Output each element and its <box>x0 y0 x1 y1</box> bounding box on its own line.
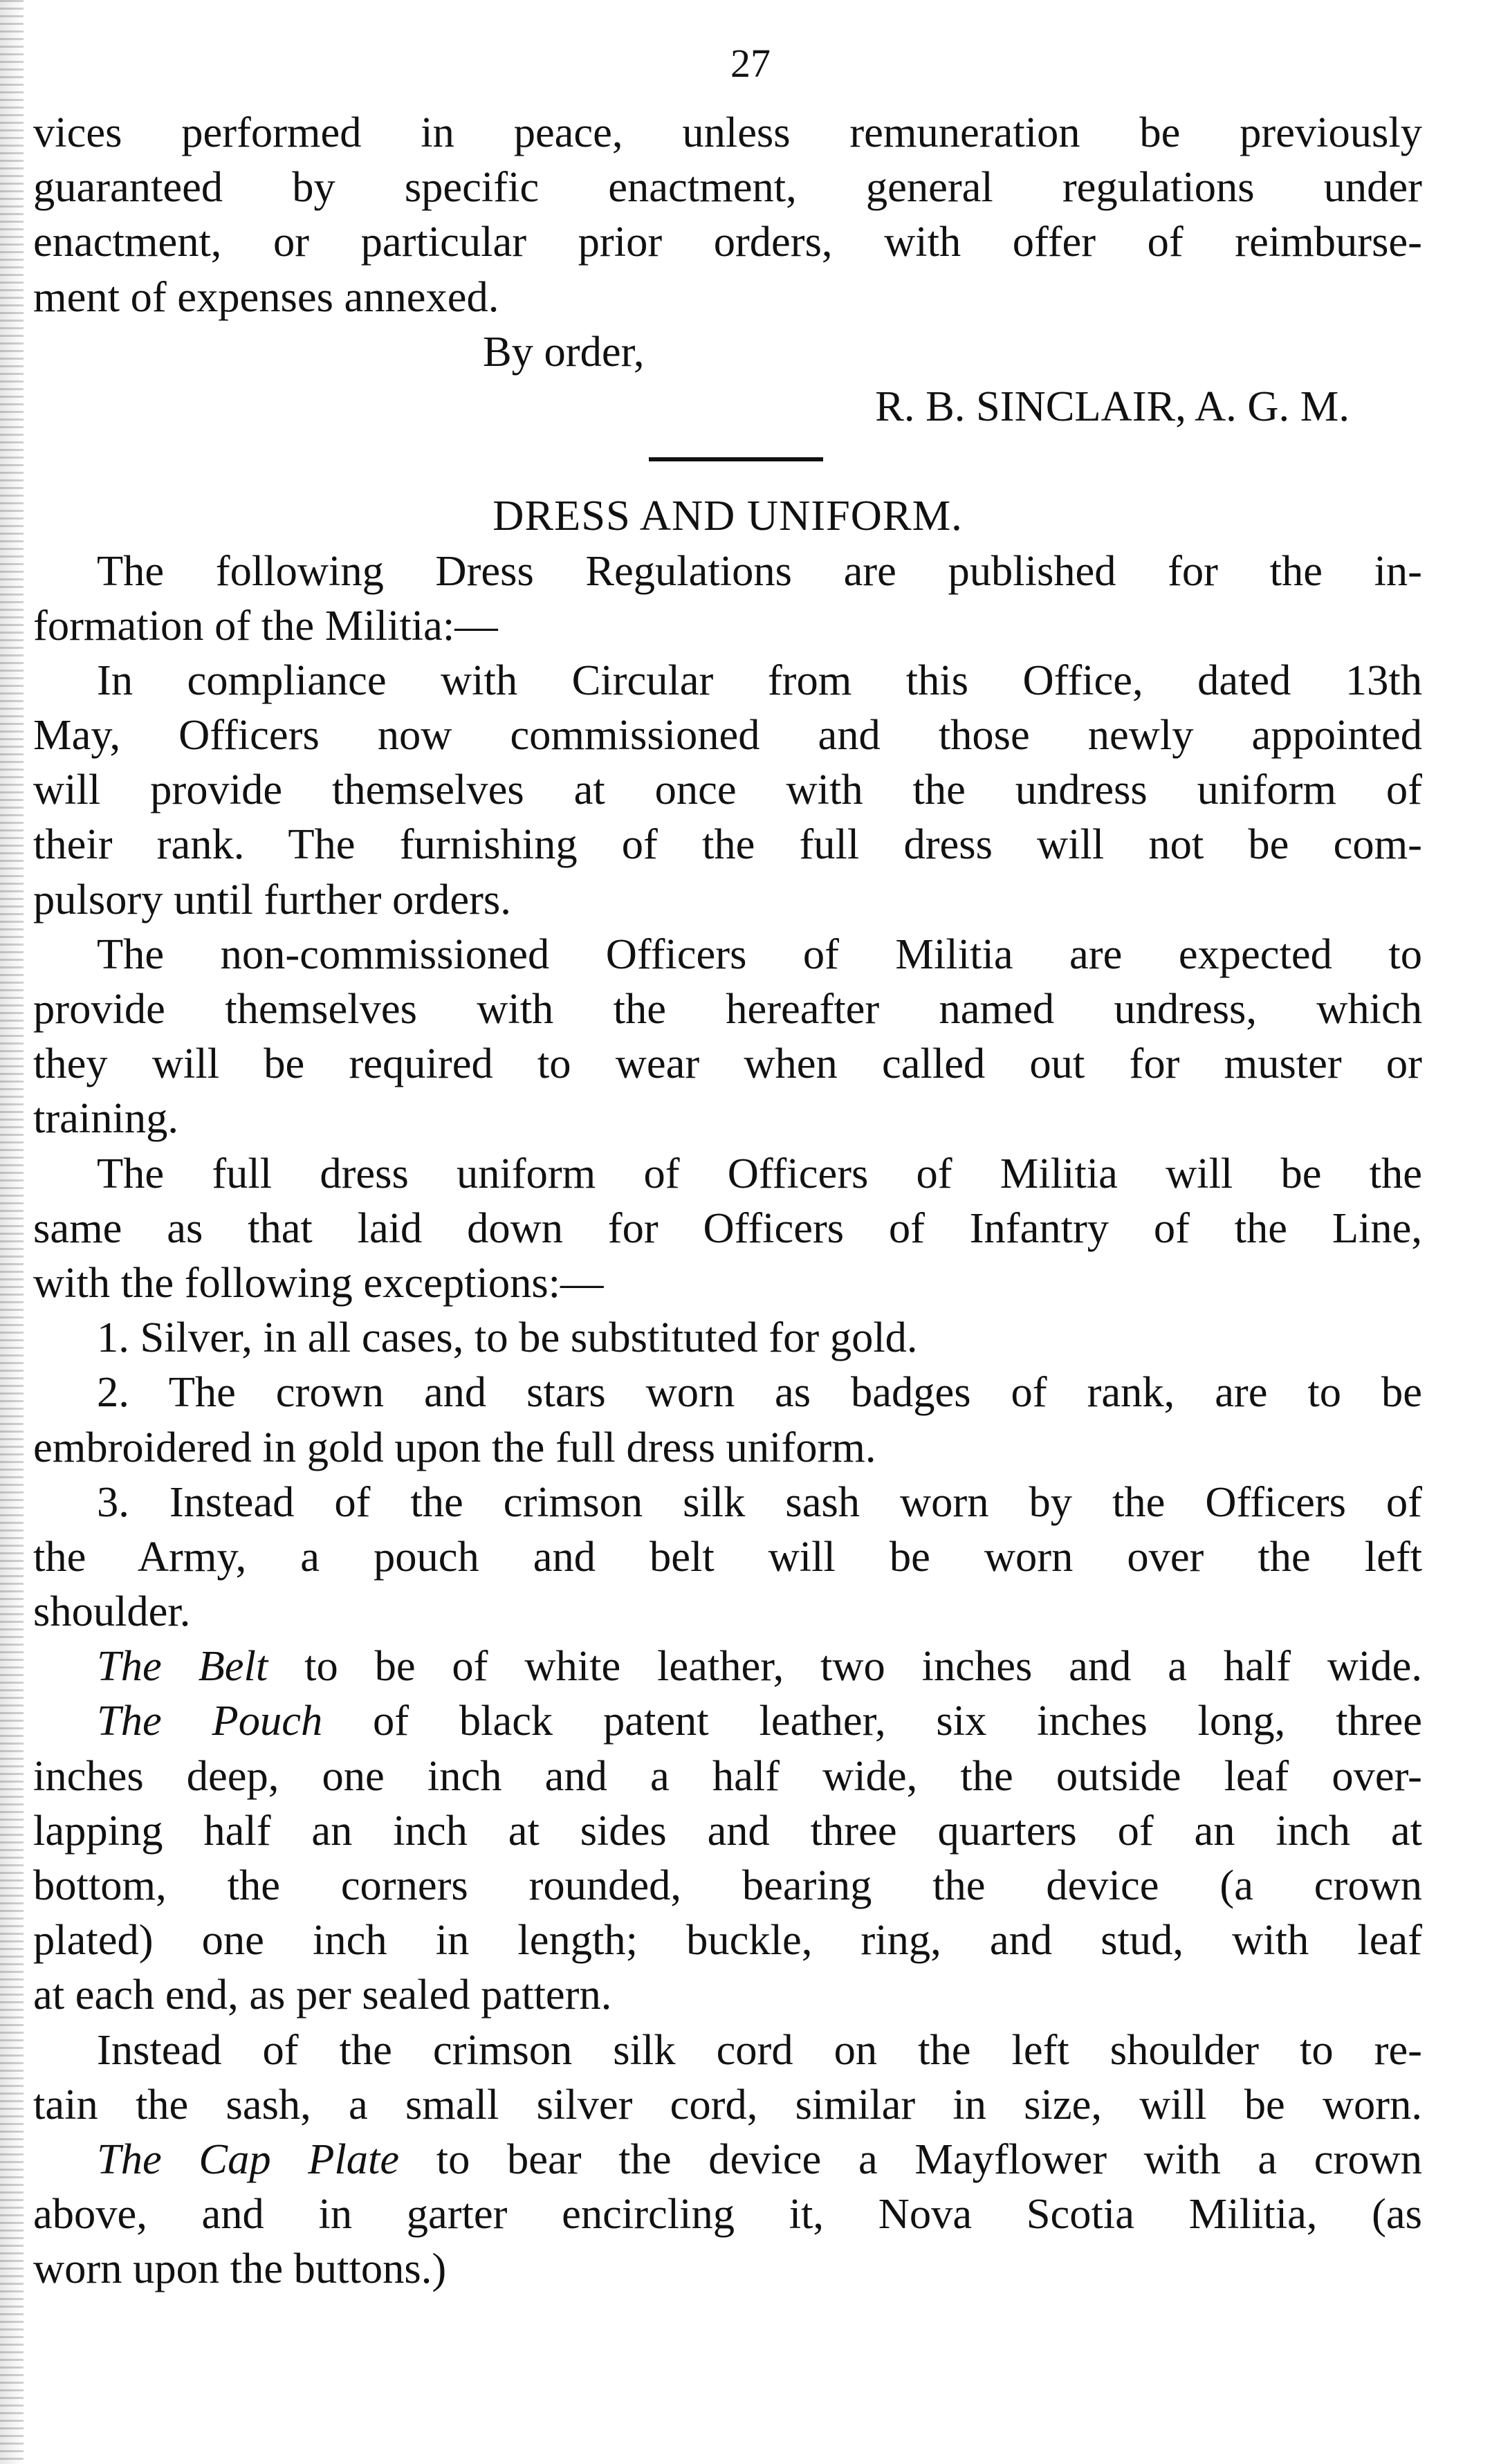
text-line: formation of the Militia:— <box>33 600 498 650</box>
pouch-paragraph <box>33 1693 1422 2022</box>
list-item-2 <box>33 1365 1422 1474</box>
text-line: embroidered in gold upon the full dress uniform. <box>33 1422 876 1471</box>
text-line <box>33 2132 1422 2187</box>
text-line: at each end, as per sealed pattern. <box>33 1970 612 2019</box>
text-line: The following Dress Regulations are published for the in- <box>97 546 1422 595</box>
horizontal-rule <box>649 457 823 461</box>
text-line: ment of expenses annexed. <box>33 272 499 321</box>
by-order-line: By order, <box>483 327 645 376</box>
belt-text: to be of white leather, two inches and a half wide. <box>268 1642 1423 1691</box>
separator-row <box>33 434 1422 488</box>
text-line: provide themselves with the hereafter named undress, which <box>33 984 1422 1033</box>
text-line: tain the sash, a small silver cord, similar in size, will be worn. <box>33 2079 1422 2129</box>
text-line: The full dress uniform of Officers of Militia will be the <box>97 1148 1422 1197</box>
text-line: pulsory until further orders. <box>33 874 511 923</box>
text-line: enactment, or particular prior orders, with offer of reimburse- <box>33 217 1422 266</box>
list-item-1: 1. Silver, in all cases, to be substituted for gold. <box>97 1313 918 1362</box>
text-line: their rank. The furnishing of the full dress will not be com- <box>33 820 1422 869</box>
cord-paragraph <box>33 2023 1422 2132</box>
pouch-label: The Pouch <box>97 1696 323 1745</box>
paragraph-non-commissioned <box>33 927 1422 1146</box>
page-number: 27 <box>730 41 771 86</box>
list-item-3 <box>33 1475 1422 1639</box>
text-line: Instead of the crimson silk cord on the left shoulder to re- <box>97 2025 1422 2074</box>
cap-plate-text: to bear the device a Mayflower with a crown <box>399 2134 1422 2183</box>
binding-edge <box>0 0 24 2464</box>
text-line: bottom, the corners rounded, bearing the device (a crown <box>33 1861 1422 1909</box>
text-line: In compliance with Circular from this Office, dated 13th <box>97 655 1422 704</box>
paragraph-intro <box>33 544 1422 653</box>
text-line: they will be required to wear when called out for muster or <box>33 1039 1422 1088</box>
text-line: with the following exceptions:— <box>33 1258 604 1307</box>
paragraph-circular <box>33 653 1422 927</box>
text-line: The non-commissioned Officers of Militia are expected to <box>97 929 1422 978</box>
pouch-text: of black patent leather, six inches long, three <box>322 1696 1422 1745</box>
text-line <box>33 1693 1422 1748</box>
belt-label: The Belt <box>97 1642 268 1691</box>
order-paragraph <box>33 105 1422 324</box>
text-line: shoulder. <box>33 1587 191 1636</box>
cap-plate-paragraph <box>33 2132 1422 2297</box>
text-line: above, and in garter encircling it, Nova Scotia Militia, (as <box>33 2189 1422 2238</box>
text-line: training. <box>33 1094 179 1143</box>
belt-paragraph <box>33 1639 1422 1693</box>
text-line: guaranteed by specific enactment, general regulations under <box>33 163 1422 212</box>
text-line: plated) one inch in length; buckle, ring, and stud, with leaf <box>33 1915 1422 1965</box>
signature-name: R. B. SINCLAIR, A. G. M. <box>875 381 1350 430</box>
section-heading: DRESS AND UNIFORM. <box>492 491 963 540</box>
paragraph-full-dress <box>33 1146 1422 1311</box>
text-line: 3. Instead of the crimson silk sash worn by the Officers of <box>97 1477 1422 1526</box>
text-line: May, Officers now commissioned and those newly appointed <box>33 710 1422 760</box>
text-line: lapping half an inch at sides and three quarters of an inch at <box>33 1805 1422 1855</box>
text-line: will provide themselves at once with the undress uniform of <box>33 765 1422 814</box>
text-line: the Army, a pouch and belt will be worn over the left <box>33 1532 1422 1581</box>
text-line: inches deep, one inch and a half wide, the outside leaf over- <box>33 1751 1422 1800</box>
text-line: same as that laid down for Officers of Infantry of the Line, <box>33 1203 1422 1252</box>
cap-plate-label: The Cap Plate <box>97 2134 400 2183</box>
text-block <box>33 105 1422 2297</box>
text-line: 2. The crown and stars worn as badges of rank, are to be <box>97 1368 1422 1417</box>
text-line: vices performed in peace, unless remuneration be previously <box>33 108 1422 156</box>
text-line: worn upon the buttons.) <box>33 2244 447 2293</box>
